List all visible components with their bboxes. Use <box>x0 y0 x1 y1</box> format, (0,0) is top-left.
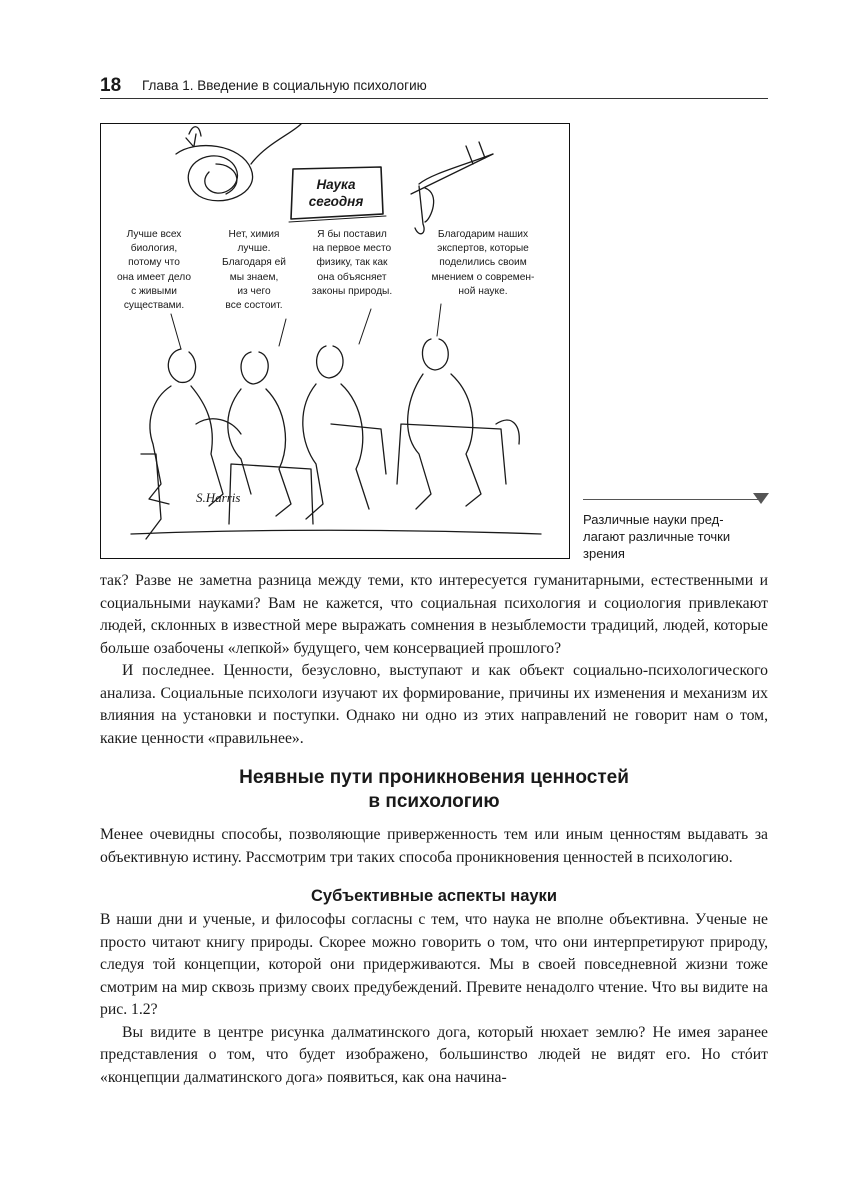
section-heading <box>100 766 768 814</box>
bubble-line: из чего <box>237 285 271 297</box>
bubble-line: она объясняет <box>317 271 387 283</box>
paragraph: В наши дни и ученые, и философы согласны с тем, что наука не вполне объективна. Ученые не просто читают книгу природы. Скорее можно говорить о том, что они интерпретируют природу, следуя той концепции, которой они придерживаются. Мы в своей повседневной жизни тоже смотрим на мир сквозь призму своих предубеждений. Превите ненадолго чтение. Что вы видите на рис. 1.2? <box>100 911 768 1018</box>
bubble-line: Благодаря ей <box>222 257 286 269</box>
boom-microphone-right <box>411 142 493 234</box>
bubble-line: она имеет дело <box>117 271 191 283</box>
paragraph: так? Разве не заметна разница между теми, кто интересуется гуманитарными, естественными и социальными науками? Вам не кажется, что социальная психология и социология привлекают людей, склонных в известной мере выражать сомнения в незыблемости традиций, людей, которые больше озабочены «лепкой» будущего, чем консервацией прошлого? <box>100 572 768 657</box>
artist-signature: S.Harris <box>196 490 241 505</box>
section-heading-line: Неявные пути проникновения ценностей <box>239 767 629 788</box>
bubble-line: все состоит. <box>225 300 283 312</box>
paragraph: Вы видите в центре рисунка далматинского дога, который нюхает землю? Не имея заранее представления о том, что будет изображено, большинство людей не видят его. Но стóит «концепции далматинского дога» появиться, как она начина- <box>100 1023 768 1086</box>
caption-line: зрения <box>583 546 625 561</box>
bubble-line: мы знаем, <box>229 271 279 283</box>
paragraph: Менее очевидны способы, позволяющие приверженность тем или иным ценностям выдавать за объективную истину. Рассмотрим три таких способа проникновения ценностей в психологию. <box>100 826 768 866</box>
bubble-line: Я бы поставил <box>317 229 387 240</box>
bubble-line: мнением о современ- <box>431 271 535 283</box>
paragraph: И последнее. Ценности, безусловно, выступают и как объект социально-психологического анализа. Социальные психологи изучают их формирование, причины их изменения и механизм их влияния на установки и поступки. Однако ни одно из этих направлений не говорит нам о том, какие ценности «правильнее». <box>100 662 768 747</box>
bubble-line: с живыми <box>131 285 177 297</box>
cartoon-figure <box>100 123 570 559</box>
bubble-line: экспертов, которые <box>437 243 529 255</box>
panel-figures <box>131 339 541 539</box>
speech-bubble-biology <box>107 228 201 313</box>
sign-line: сегодня <box>308 194 364 209</box>
body-text <box>100 570 768 1089</box>
bubble-line: Лучше всех <box>126 229 182 240</box>
caption-rule <box>583 499 759 500</box>
boom-microphone-left <box>176 124 301 201</box>
caption-text <box>583 511 761 562</box>
science-today-sign <box>297 176 375 210</box>
caption-line: Различные науки пред- <box>583 512 724 527</box>
bubble-line: поделились своим <box>439 257 527 269</box>
bubble-line: существами. <box>123 300 185 312</box>
caption-triangle-icon <box>753 493 769 504</box>
bubble-line: на первое место <box>312 243 392 255</box>
bubble-line: биология, <box>130 243 178 255</box>
speech-bubble-host <box>419 228 547 299</box>
speech-bubble-chemistry <box>211 228 297 313</box>
running-title: Глава 1. Введение в социальную психологию <box>142 78 427 93</box>
section-heading-line: в психологию <box>368 791 500 812</box>
bubble-line: Нет, химия <box>228 229 280 240</box>
bubble-line: законы природы. <box>311 285 393 297</box>
page-header <box>100 74 768 99</box>
caption-line: лагают различные точки <box>583 529 731 544</box>
bubble-line: Благодарим наших <box>437 229 529 240</box>
speech-bubble-physics <box>303 228 401 299</box>
bubble-line: ной науке. <box>458 285 508 297</box>
bubble-line: потому что <box>128 257 180 269</box>
sign-line: Наука <box>316 177 356 192</box>
bubble-line: физику, так как <box>316 257 388 269</box>
page-number: 18 <box>100 75 122 96</box>
subsection-heading: Субъективные аспекты науки <box>311 887 557 905</box>
bubble-line: лучше. <box>237 243 271 255</box>
